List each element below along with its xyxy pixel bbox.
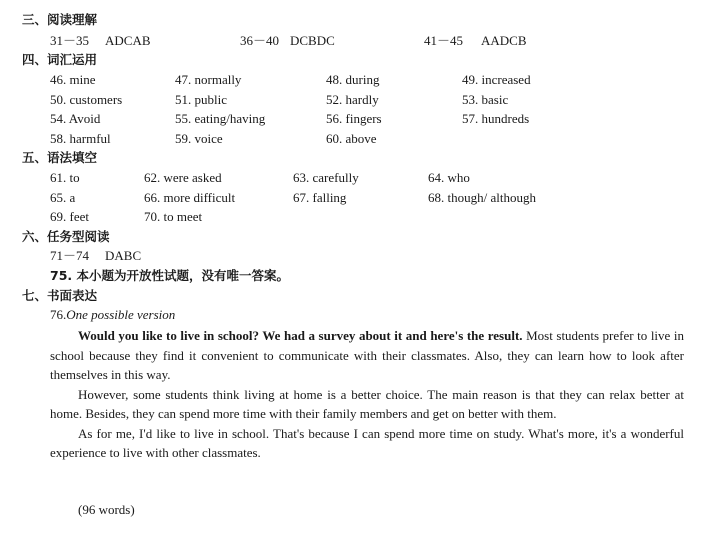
reading-answers-3: AADCB xyxy=(481,33,527,48)
vocab-item: 49. increased xyxy=(462,72,531,87)
essay-paragraph-3: As for me, I'd like to live in school. That's because I can spend more time on study. What's more, it's a wonderful experience to live with other classmates. xyxy=(50,425,684,460)
task-note: 75. 本小题为开放性试题，没有唯一答案。 xyxy=(50,268,289,283)
task-answers: DABC xyxy=(105,248,142,263)
section-vocab-title: 四、词汇运用 xyxy=(22,52,98,67)
writing-label: 76.One possible version xyxy=(50,307,176,322)
reading-range-1: 31－35 xyxy=(50,33,90,48)
vocab-item: 60. above xyxy=(326,131,377,146)
essay-paragraph-2: However, some students think living at home is a better choice. The main reason is that they can relax better at home. Besides, they can spend more time with their family members and get on better with them. xyxy=(50,386,684,421)
vocab-item: 47. normally xyxy=(175,72,242,87)
section-reading-title: 三、阅读理解 xyxy=(22,12,98,27)
reading-range-2: 36－40 xyxy=(240,33,280,48)
vocab-item: 46. mine xyxy=(50,72,96,87)
grammar-item: 68. though/ although xyxy=(428,190,536,205)
vocab-item: 59. voice xyxy=(175,131,223,146)
section-grammar-title: 五、语法填空 xyxy=(22,150,98,165)
reading-answers-1: ADCAB xyxy=(105,33,151,48)
section-task-title: 六、任务型阅读 xyxy=(22,229,110,244)
vocab-item: 53. basic xyxy=(462,92,509,107)
essay-paragraph-1 xyxy=(50,326,684,385)
grammar-item: 70. to meet xyxy=(144,209,203,224)
grammar-item: 69. feet xyxy=(50,209,89,224)
grammar-item: 63. carefully xyxy=(293,170,359,185)
vocab-item: 57. hundreds xyxy=(462,111,530,126)
section-writing-title: 七、书面表达 xyxy=(22,288,98,303)
vocab-item: 52. hardly xyxy=(326,92,379,107)
vocab-item: 56. fingers xyxy=(326,111,382,126)
grammar-item: 66. more difficult xyxy=(144,190,236,205)
vocab-item: 51. public xyxy=(175,92,227,107)
reading-answers-2: DCBDC xyxy=(290,33,335,48)
essay-body xyxy=(50,326,684,463)
grammar-item: 64. who xyxy=(428,170,470,185)
grammar-item: 67. falling xyxy=(293,190,347,205)
version-label: One possible version xyxy=(66,307,176,322)
essay-intro-rest: Most students prefer to live in school because they find it convenient to communicate with their classmates. Also, they can learn how to look after themselves in this way. xyxy=(50,328,684,382)
vocab-item: 48. during xyxy=(326,72,380,87)
reading-range-3: 41－45 xyxy=(424,33,464,48)
essay-intro-bold: Would you like to live in school? We had a survey about it and here's the result. xyxy=(78,328,523,343)
task-range: 71－74 xyxy=(50,248,90,263)
vocab-item: 58. harmful xyxy=(50,131,111,146)
grammar-item: 65. a xyxy=(50,190,76,205)
grammar-item: 62. were asked xyxy=(144,170,222,185)
vocab-item: 50. customers xyxy=(50,92,123,107)
grammar-item: 61. to xyxy=(50,170,80,185)
word-count: (96 words) xyxy=(78,502,135,517)
vocab-item: 55. eating/having xyxy=(175,111,266,126)
vocab-item: 54. Avoid xyxy=(50,111,101,126)
